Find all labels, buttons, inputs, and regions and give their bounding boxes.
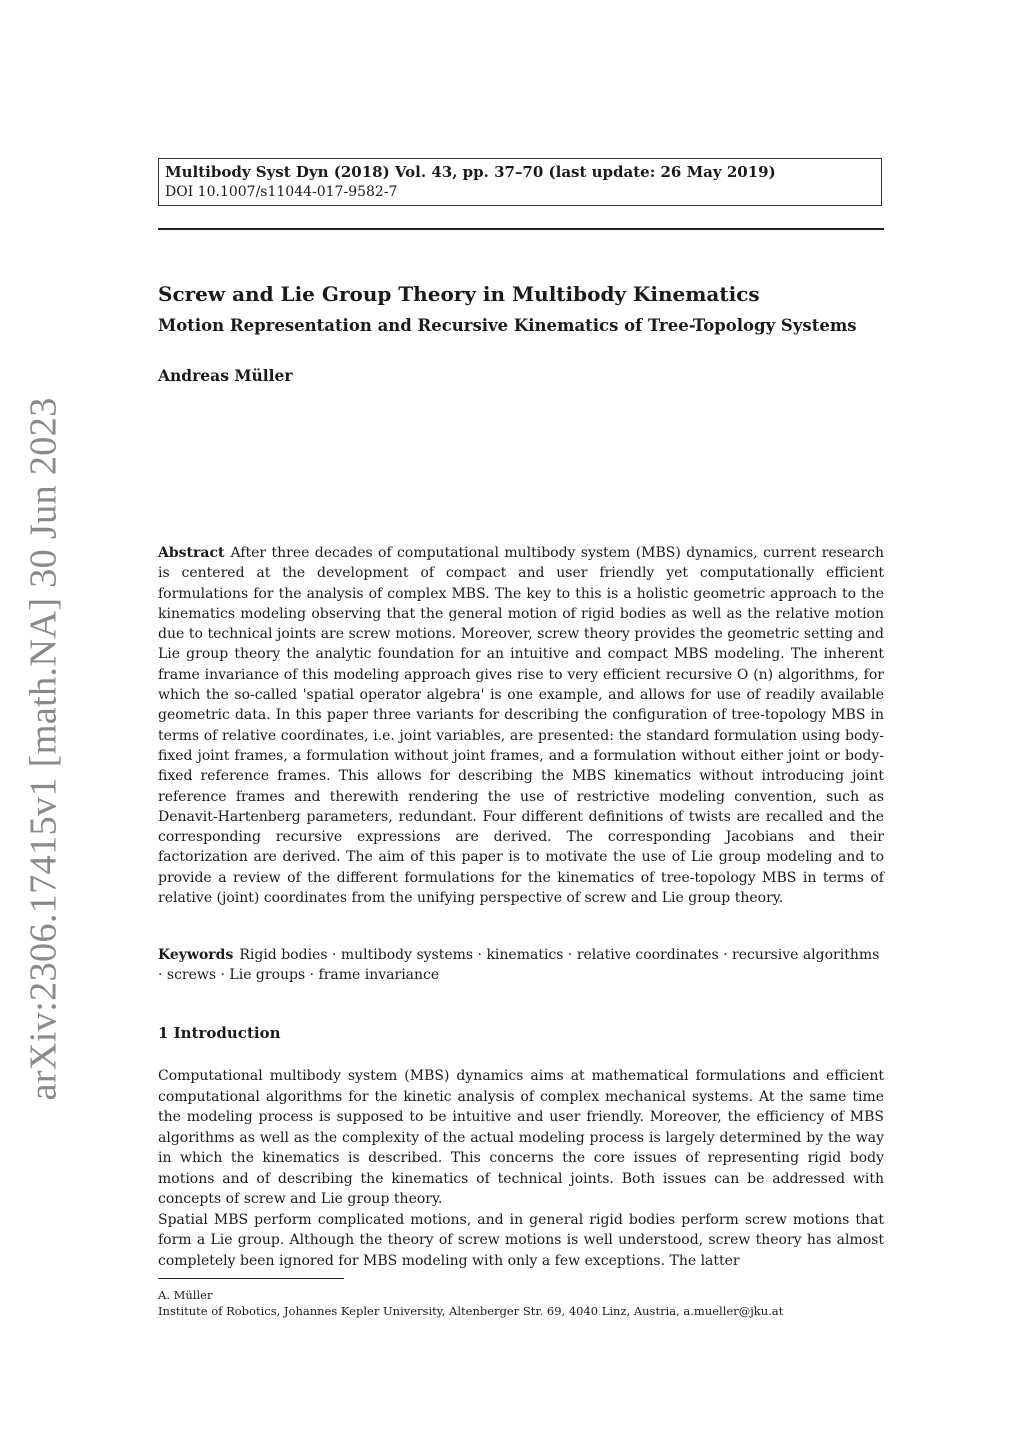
paper-title: Screw and Lie Group Theory in Multibody Kinematics [158,282,760,306]
author-footnote [158,1287,884,1319]
journal-citation-box [158,158,882,206]
keywords-label: Keywords [158,947,234,963]
footnote-rule [158,1278,344,1279]
paper-author: Andreas Müller [158,366,293,385]
keywords-text: Rigid bodies · multibody systems · kinematics · relative coordinates · recursive algorithms · screws · Lie groups · frame invariance [158,947,880,984]
introduction-paragraph: Spatial MBS perform complicated motions, and in general rigid bodies perform screw motions that form a Lie group. Although the theory of screw motions is well understood, screw theory has almost completely been ignored for MBS modeling with only a few exceptions. The latter [158,1211,884,1269]
journal-citation: Multibody Syst Dyn (2018) Vol. 43, pp. 37–70 (last update: 26 May 2019) [165,163,776,181]
arxiv-sidebar [14,397,74,1101]
introduction-paragraph: Computational multibody system (MBS) dynamics aims at mathematical formulations and efficient computational algorithms for the kinetic analysis of complex mechanical systems. At the same time the modeling process is supposed to be intuitive and user friendly. Moreover, the efficiency of MBS algorithms as well as the complexity of the actual modeling process is largely determined by the way in which the kinematics is described. This concerns the core issues of representing rigid body motions and of describing the kinematics of technical joints. Both issues can be addressed with concepts of screw and Lie group theory. [158,1068,884,1207]
footnote-author-name: A. Müller [158,1288,213,1302]
abstract-label: Abstract [158,545,225,561]
section-heading-introduction: 1 Introduction [158,1024,281,1042]
abstract-text: After three decades of computational multibody system (MBS) dynamics, current research is centered at the development of compact and user friendly yet computationally efficient formulations for the analysis of complex MBS. The key to this is a holistic geometric approach to the kinematics modeling observing that the general motion of rigid bodies as well as the relative motion due to technical joints are screw motions. Moreover, screw theory provides the geometric setting and Lie group theory the analytic foundation for an intuitive and compact MBS modeling. The inherent frame invariance of this modeling approach gives rise to very efficient recursive O (n) algorithms, for which the so-called 'spatial operator algebra' is one example, and allows for use of readily available geometric data. In this paper three variants for describing the configuration of tree-topology MBS in terms of relative coordinates, i.e. joint variables, are presented: the standard formulation using body-fixed joint frames, a formulation without joint frames, and a formulation without either joint or body-fixed reference frames. This allows for describing the MBS kinematics without introducing joint reference frames and therewith rendering the use of restrictive modeling convention, such as Denavit-Hartenberg parameters, redundant. Four different definitions of twists are recalled and the corresponding recursive expressions are derived. The corresponding Jacobians and their factorization are derived. The aim of this paper is to motivate the use of Lie group modeling and to provide a review of the different formulations for the kinematics of tree-topology MBS in terms of relative (joint) coordinates from the unifying perspective of screw and Lie group theory. [158,545,884,907]
header-rule [158,228,884,230]
keywords [158,945,884,986]
abstract [158,543,884,908]
introduction-body [158,1066,884,1271]
arxiv-identifier: arXiv:2306.17415v1 [math.NA] 30 Jun 2023 [23,397,66,1101]
paper-subtitle: Motion Representation and Recursive Kinematics of Tree-Topology Systems [158,316,857,335]
journal-doi: DOI 10.1007/s11044-017-9582-7 [165,184,398,200]
footnote-affiliation: Institute of Robotics, Johannes Kepler University, Altenberger Str. 69, 4040 Linz, Austria, a.mueller@jku.at [158,1304,784,1318]
